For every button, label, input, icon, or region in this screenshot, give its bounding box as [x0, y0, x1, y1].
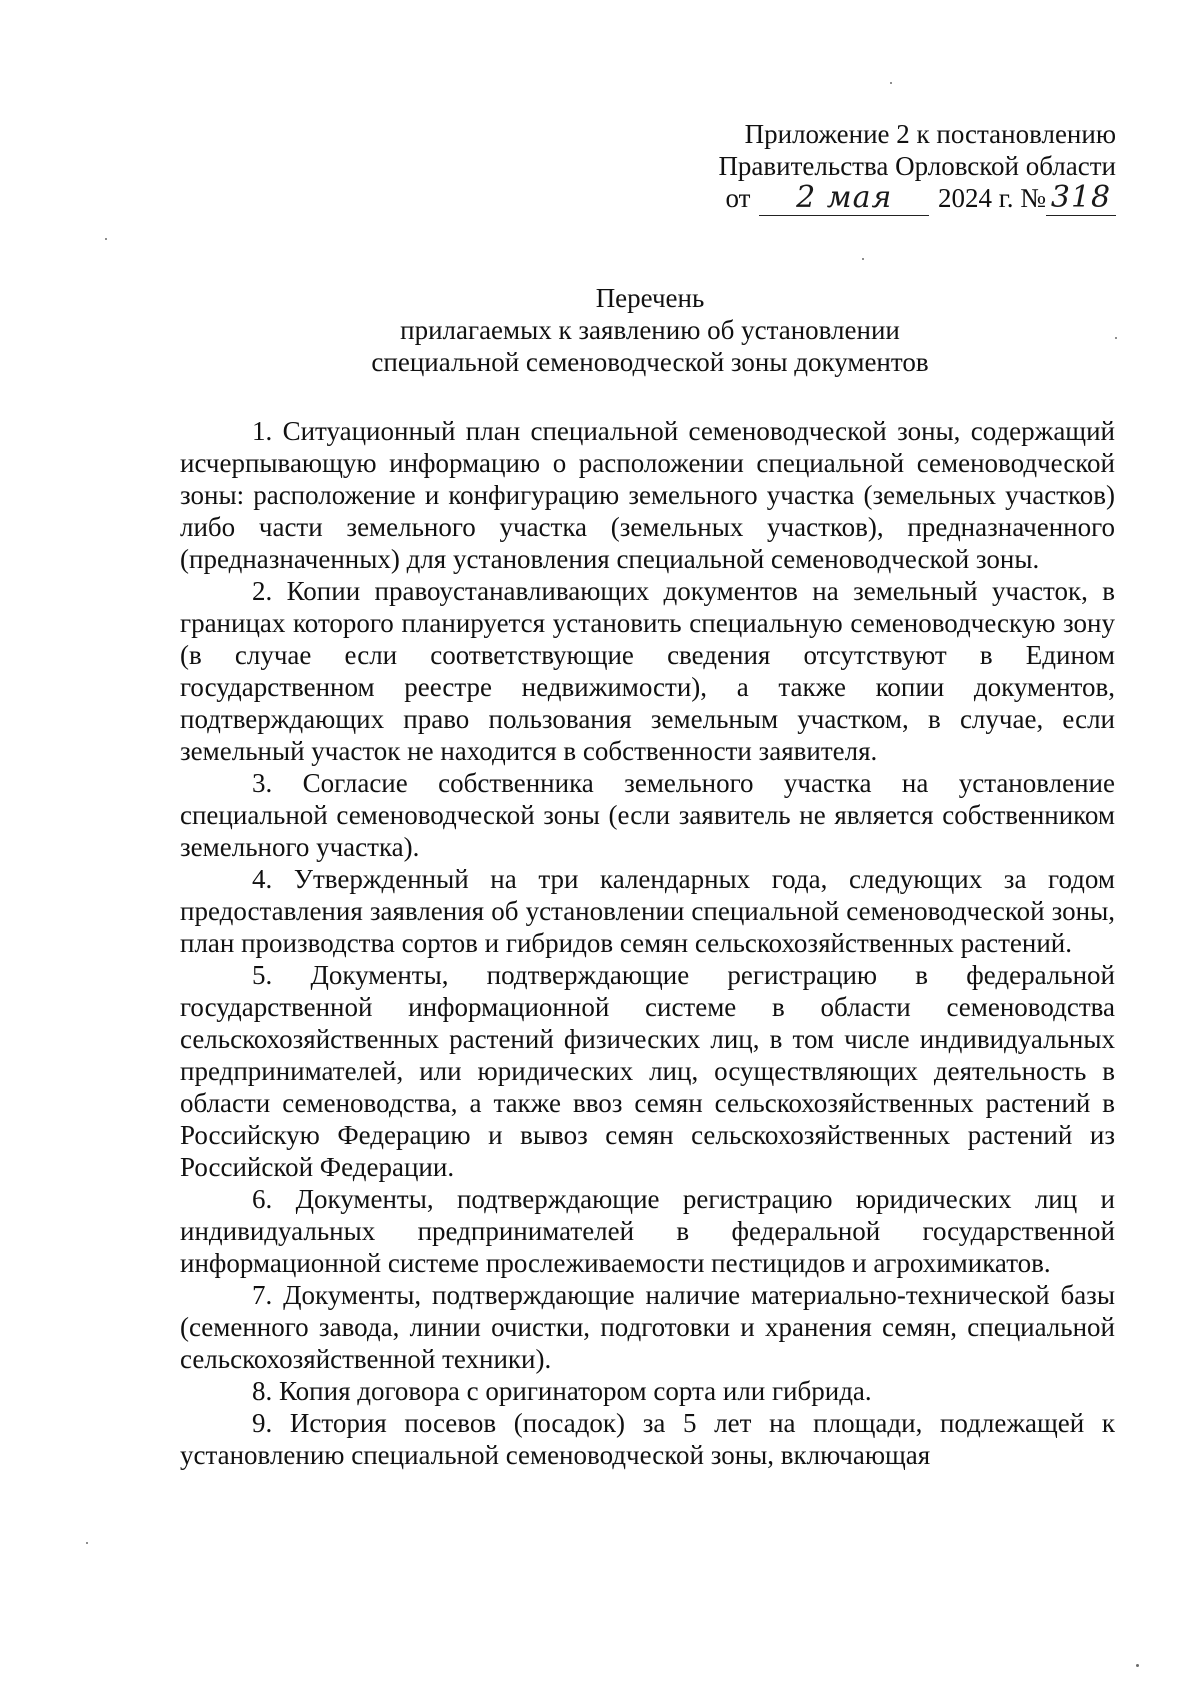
appendix-header — [556, 118, 1116, 216]
list-item-6: 6. Документы, подтверждающие регистрацию юридических лиц и индивидуальных предпринимателей в федеральной государственной информационной системе прослеживаемости пестицидов и агрохимикатов. — [180, 1184, 1115, 1278]
appendix-line-1: Приложение 2 к постановлению — [744, 119, 1116, 149]
from-prefix: от — [725, 183, 751, 213]
handwritten-date: 2 мая — [759, 182, 929, 216]
scan-speck — [86, 1542, 88, 1544]
scan-speck — [1136, 1664, 1139, 1667]
list-item-1: 1. Ситуационный план специальной семеноводческой зоны, содержащий исчерпывающую информацию о расположении специальной семеноводческой зоны: расположение и конфигурацию земельного участка (земельных участков) либо части земельного участка (земельных участков), предназначенного (предназначенных) для установления специальной семеноводческой зоны. — [180, 416, 1115, 574]
appendix-line-2: Правительства Орловской области — [718, 151, 1116, 181]
list-item-8: 8. Копия договора с оригинатором сорта или гибрида. — [252, 1376, 872, 1406]
scan-speck — [105, 238, 107, 240]
title-line-1: Перечень — [595, 283, 705, 313]
scan-speck — [890, 82, 892, 84]
list-item-4: 4. Утвержденный на три календарных года, следующих за годом предоставления заявления об установлении специальной семеноводческой зоны, план производства сортов и гибридов семян сельскохозяйственных растений. — [180, 864, 1115, 958]
list-item-3: 3. Согласие собственника земельного участка на установление специальной семеноводческой зоны (если заявитель не является собственником земельного участка). — [180, 768, 1115, 862]
scan-speck — [1115, 337, 1117, 339]
handwritten-number: 318 — [1046, 182, 1116, 216]
year-and-number-label: 2024 г. № — [937, 183, 1046, 213]
list-item-2: 2. Копии правоустанавливающих документов на земельный участок, в границах которого планируется установить специальную семеноводческую зону (в случае если соответствующие сведения отсутствуют в Едином государственном реестре недвижимости), а также копии документов, подтверждающих право пользования земельным участком, в случае, если земельный участок не находится в собственности заявителя. — [180, 576, 1115, 766]
document-title — [180, 282, 1120, 378]
scan-speck — [862, 258, 864, 260]
appendix-line-3 — [556, 182, 1116, 216]
title-line-3: специальной семеноводческой зоны документов — [371, 347, 929, 377]
list-item-5: 5. Документы, подтверждающие регистрацию в федеральной государственной информационной системе в области семеноводства сельскохозяйственных растений физических лиц, в том числе индивидуальных предпринимателей, или юридических лиц, осуществляющих деятельность в области семеноводства, а также ввоз семян сельскохозяйственных растений в Российскую Федерацию и вывоз семян сельскохозяйственных растений из Российской Федерации. — [180, 960, 1115, 1182]
title-line-2: прилагаемых к заявлению об установлении — [400, 315, 900, 345]
list-item-9: 9. История посевов (посадок) за 5 лет на площади, подлежащей к установлению специальной семеноводческой зоны, включающая — [180, 1408, 1115, 1470]
list-item-7: 7. Документы, подтверждающие наличие материально-технической базы (семенного завода, линии очистки, подготовки и хранения семян, специальной сельскохозяйственной техники). — [180, 1280, 1115, 1374]
document-body — [180, 415, 1115, 1471]
